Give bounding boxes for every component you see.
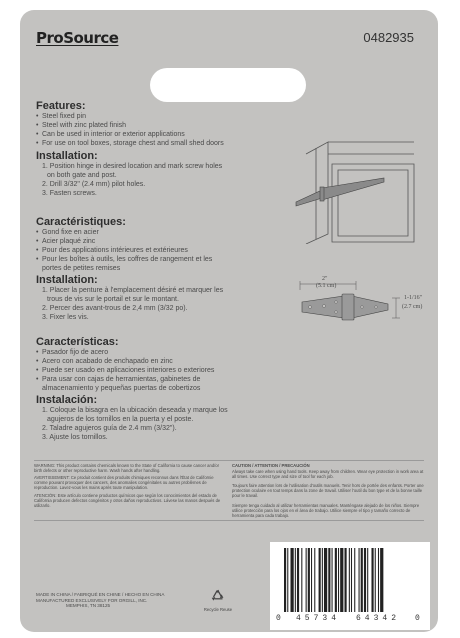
feature-item: • Para usar con cajas de herramientas, gabinetes de [36, 375, 286, 384]
brand-logo: ProSource [36, 29, 119, 47]
feature-item: • Gond fixe en acier [36, 228, 286, 237]
product-card [20, 10, 438, 632]
height-label: 1-1/16" [404, 295, 423, 301]
caution-english: Always take care when using hand tools. Keep away from children. Wear eye protection in work area at all times. Use correct type and size of tool for each job. [232, 469, 424, 480]
origin-line: MADE IN CHINA / FABRIQUÉ EN CHINE / HECHO EN CHINA [36, 592, 165, 597]
warning-spanish: ATENCIÓN: Este artículo contiene productos químicos que según los conocimientos del estado de California producen defectos congénitos y otros daños reproductivos. Lávese las manos después de utilizarlo. [34, 493, 221, 509]
installation-heading: Installation: [36, 274, 98, 286]
feature-item: • For use on tool boxes, storage chest and small shed doors [36, 139, 286, 148]
feature-item: • Pour les boîtes à outils, les coffres de rangement et les [36, 255, 286, 264]
french-section [36, 216, 286, 322]
feature-item: • Pasador fijo de acero [36, 348, 286, 357]
height-metric: (2.7 cm) [402, 304, 423, 310]
install-step: agujeros de los tornillos en la puerta y el poste. [47, 416, 194, 423]
width-metric: (5.1 cm) [316, 283, 337, 289]
english-section [36, 100, 286, 198]
caution-title: CAUTION / ATTENTION / PRECAUCIÓN [232, 463, 310, 468]
install-step: 2. Taladre agujeros guía de 2.4 mm (3/32"). [42, 425, 177, 432]
sku-number: 0482935 [363, 30, 414, 45]
warning-french: AVERTISSEMENT: Ce produit contient des produits chimiques reconnus dans l'État de Californie comme pouvant provoquer des cancers, des anomalies congénitales ou autres problèmes de reproduction. Lavez-vous les mains après toute manipulation. [34, 475, 214, 491]
install-step: trous de vis sur le portail et sur le montant. [47, 296, 179, 303]
features-heading: Features: [36, 100, 86, 112]
upc-first-digit: 0 [276, 614, 281, 623]
install-step: 3. Fasten screws. [42, 190, 97, 197]
recycle-mark [198, 588, 238, 612]
install-step: 3. Ajuste los tornillos. [42, 434, 108, 441]
features-heading: Caractéristiques: [36, 216, 126, 228]
recycle-label: Recycle Reuse [203, 607, 233, 612]
installation-heading: Installation: [36, 150, 98, 162]
manufacturer-line: MANUFACTURED EXCLUSIVELY FOR ORGILL, INC. [36, 597, 148, 603]
spanish-section [36, 336, 286, 442]
warning-english: WARNING: This product contains chemicals known to the State of California to cause cancer and/or birth defects or other reproductive harm. Wash hands after handling. [34, 463, 220, 474]
install-step: 2. Percer des avant-trous de 2,4 mm (3/32 po). [42, 305, 188, 312]
install-step: 1. Placer la penture à l'emplacement désiré et marquer les [42, 287, 224, 294]
hinge-graphic [296, 178, 384, 206]
install-step: 2. Drill 3/32" (2.4 mm) pilot holes. [42, 181, 146, 188]
manufacturer-info [36, 592, 186, 609]
upc-right-group: 64342 [356, 614, 401, 623]
caution-french: Toujours faire attention lors de l'utilisation d'outils manuels. Tenir hors de portée des enfants. Porter une protection oculaire en tout temps dans la zone de travail. Utiliser l'outil du bon type et de la bonne taille pour le travail. [232, 483, 424, 499]
install-step: 1. Position hinge in desired location and mark screw holes [42, 163, 223, 170]
divider [34, 460, 424, 461]
recycle-icon [209, 588, 227, 606]
features-heading: Características: [36, 336, 119, 348]
caution-spanish: Siempre tenga cuidado al utilizar herramientas manuales. Manténgase alejado de los niños. Siempre utilice protección para los ojos en el área de trabajo. Utilice siempre el tipo y tamaño correcto de herramienta para cada trabajo. [232, 503, 420, 519]
feature-item: • Steel fixed pin [36, 112, 286, 121]
gate-panel [332, 164, 414, 242]
upc-left-group: 45734 [296, 614, 341, 623]
divider [34, 520, 424, 521]
hang-hole [150, 68, 306, 102]
feature-item: almacenamiento y pequeñas puertas de cobertizos [42, 385, 201, 392]
install-step: 3. Fixer les vis. [42, 314, 89, 321]
feature-item: • Steel with zinc plated finish [36, 121, 286, 130]
feature-item: • Puede ser usado en aplicaciones interiores o exteriores [36, 366, 286, 375]
feature-item: • Acier plaqué zinc [36, 237, 286, 246]
feature-item: • Acero con acabado de enchapado en zinc [36, 357, 286, 366]
feature-item: • Can be used in interior or exterior applications [36, 130, 286, 139]
installation-heading: Instalación: [36, 394, 98, 406]
hinge-installation-illustration [288, 134, 418, 244]
install-step: on both gate and post. [47, 172, 117, 179]
feature-item: • Pour des applications intérieures et extérieures [36, 246, 286, 255]
install-step: 1. Coloque la bisagra en la ubicación deseada y marque los [42, 407, 228, 414]
upc-last-digit: 0 [415, 614, 420, 623]
feature-item: portes de petites remises [42, 265, 121, 272]
address-line: MEMPHIS, TN 38125 [66, 603, 111, 609]
width-label: 2" [322, 276, 328, 282]
upc-barcode [276, 546, 422, 614]
